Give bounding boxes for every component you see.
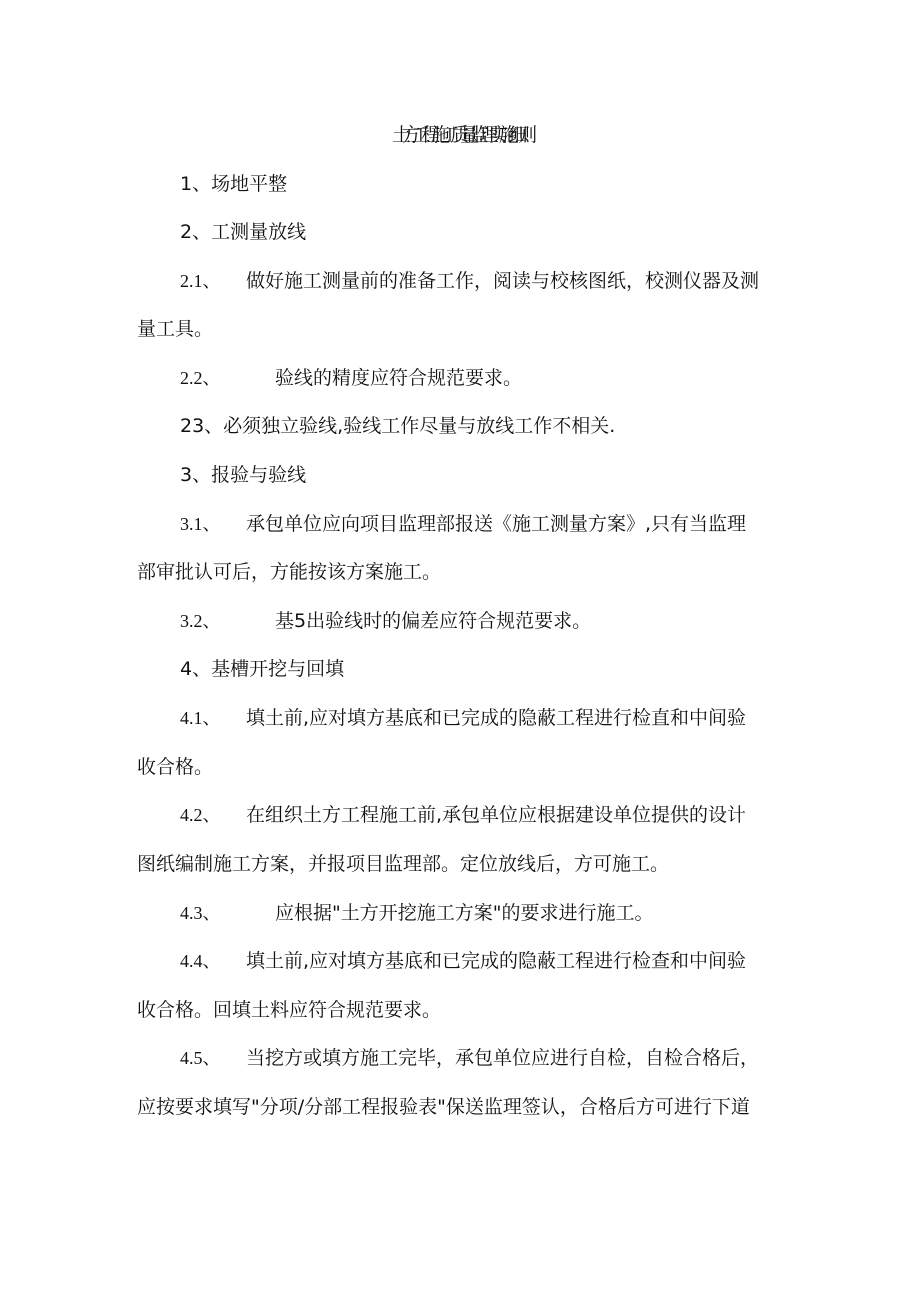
- item-3-1-number: 3.1、: [180, 514, 221, 534]
- item-2-1-continuation: 量工具。: [137, 318, 214, 340]
- item-4-2-continuation: 图纸编制施工方案，并报项目监理部。定位放线后，方可施工。: [137, 853, 670, 875]
- item-4-4-number: 4.4、: [180, 951, 221, 971]
- section-1-heading: 1、场地平整: [180, 173, 288, 195]
- item-4-1-continuation: 收合格。: [137, 756, 214, 778]
- item-3-1-continuation: 部审批认可后，方能按该方案施工。: [137, 561, 442, 583]
- section-4-heading: 4、基槽开挖与回填: [180, 658, 345, 680]
- item-4-3: [180, 900, 653, 926]
- item-4-5: [180, 1045, 759, 1071]
- item-3-2-text: 基5出验线时的偏差应符合规范要求。: [275, 610, 592, 632]
- document-title: 土方工程施工质量监理实施细则: [391, 124, 528, 146]
- item-4-4-continuation: 收合格。回填土料应符合规范要求。: [137, 999, 442, 1021]
- item-3-2-number: 3.2、: [180, 611, 221, 631]
- item-4-2-number: 4.2、: [180, 805, 221, 825]
- section-3-heading: 3、报验与验线: [180, 464, 307, 486]
- section-2-heading: 2、工测量放线: [180, 221, 307, 243]
- item-4-5-continuation: 应按要求填写"分项/分部工程报验表"保送监理签认，合格后方可进行下道: [137, 1096, 750, 1118]
- item-3-2: [180, 608, 591, 634]
- item-4-1-number: 4.1、: [180, 708, 221, 728]
- item-4-5-text: 当挖方或填方施工完毕，承包单位应进行自检，自检合格后，: [246, 1047, 760, 1069]
- item-4-1: [180, 705, 746, 731]
- item-4-2-text: 在组织土方工程施工前,承包单位应根据建设单位提供的设计: [246, 804, 747, 826]
- item-4-3-text: 应根据"土方开挖施工方案"的要求进行施工。: [275, 902, 654, 924]
- item-2-1-text: 做好施工测量前的准备工作，阅读与校核图纸，校测仪器及测: [246, 270, 760, 292]
- item-4-3-number: 4.3、: [180, 903, 221, 923]
- item-2-2-text: 验线的精度应符合规范要求。: [275, 367, 523, 389]
- item-4-4: [180, 948, 746, 974]
- item-2-3: 23、必须独立验线,验线工作尽量与放线工作不相关.: [180, 415, 616, 437]
- item-4-4-text: 填土前,应对填方基底和已完成的隐蔽工程进行检查和中间验: [246, 950, 747, 972]
- item-4-1-text: 填土前,应对填方基底和已完成的隐蔽工程进行检直和中间验: [246, 707, 747, 729]
- item-3-1: [180, 511, 746, 537]
- item-4-2: [180, 802, 746, 828]
- item-4-5-number: 4.5、: [180, 1048, 221, 1068]
- item-2-1: [180, 268, 759, 294]
- item-2-2-number: 2.2、: [180, 368, 221, 388]
- item-2-1-number: 2.1、: [180, 271, 221, 291]
- item-3-1-text: 承包单位应向项目监理部报送《施工测量方案》,只有当监理: [246, 513, 747, 535]
- item-2-2: [180, 365, 522, 391]
